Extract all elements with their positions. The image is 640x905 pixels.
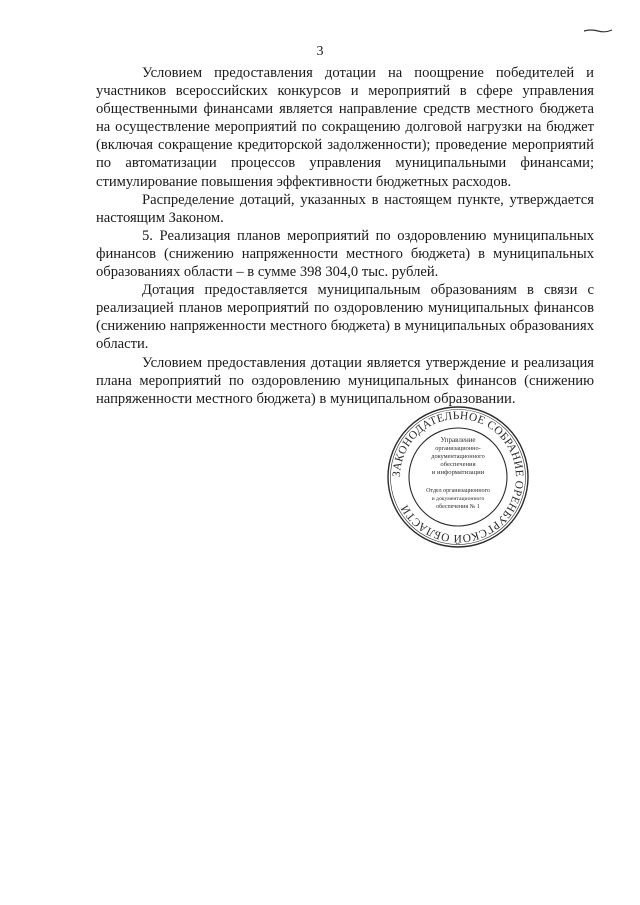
body-text (96, 64, 594, 408)
stamp-line: организационно- (435, 445, 481, 452)
page-number: 3 (316, 44, 324, 59)
stamp-line: и информатизации (431, 469, 485, 476)
stamp-line: обеспечения № 1 (436, 504, 480, 510)
paragraph: Дотация предоставляется муниципальным образованиям в связи с реализацией планов мероприятий по оздоровлению муниципальных финансов (снижению напряженности местного бюджета) в муниципальных образованиях области. (96, 282, 594, 353)
paragraph: 5. Реализация планов мероприятий по оздоровлению муниципальных финансов (снижению напряженности местного бюджета) в муниципальных образованиях области – в сумме 398 304,0 тыс. рублей. (96, 227, 594, 281)
stamp-ring-text: ЗАКОНОДАТЕЛЬНОЕ СОБРАНИЕ ОРЕНБУРГСКОЙ ОБЛАСТИ (390, 409, 526, 545)
paragraph: Условием предоставления дотации на поощрение победителей и участников всероссийских конкурсов и мероприятий в сфере управления общественными финансами является направление средств местного бюджета на осуществление мероприятий по сокращению долговой нагрузки на бюджет (включая сокращение кредиторской задолженности); проведение мероприятий по автоматизации процессов управления муниципальными финансами; стимулирование повышения эффективности бюджетных расходов. (96, 65, 594, 190)
stamp-line: Управление (440, 436, 476, 444)
paragraph: Условием предоставления дотации является утверждение и реализация плана мероприятий по оздоровлению муниципальных финансов (снижению напряженности местного бюджета) в муниципальном образовании. (96, 354, 594, 407)
corner-mark (583, 27, 613, 33)
stamp-line: и документационного (431, 496, 485, 502)
paragraph: Распределение дотаций, указанных в настоящем пункте, утверждается настоящим Законом. (96, 191, 594, 226)
stamp-line: документационного (431, 453, 485, 460)
stamp-line: обеспечения (440, 461, 476, 468)
official-stamp (386, 405, 530, 549)
stamp-line: Отдел организационного (426, 488, 490, 494)
